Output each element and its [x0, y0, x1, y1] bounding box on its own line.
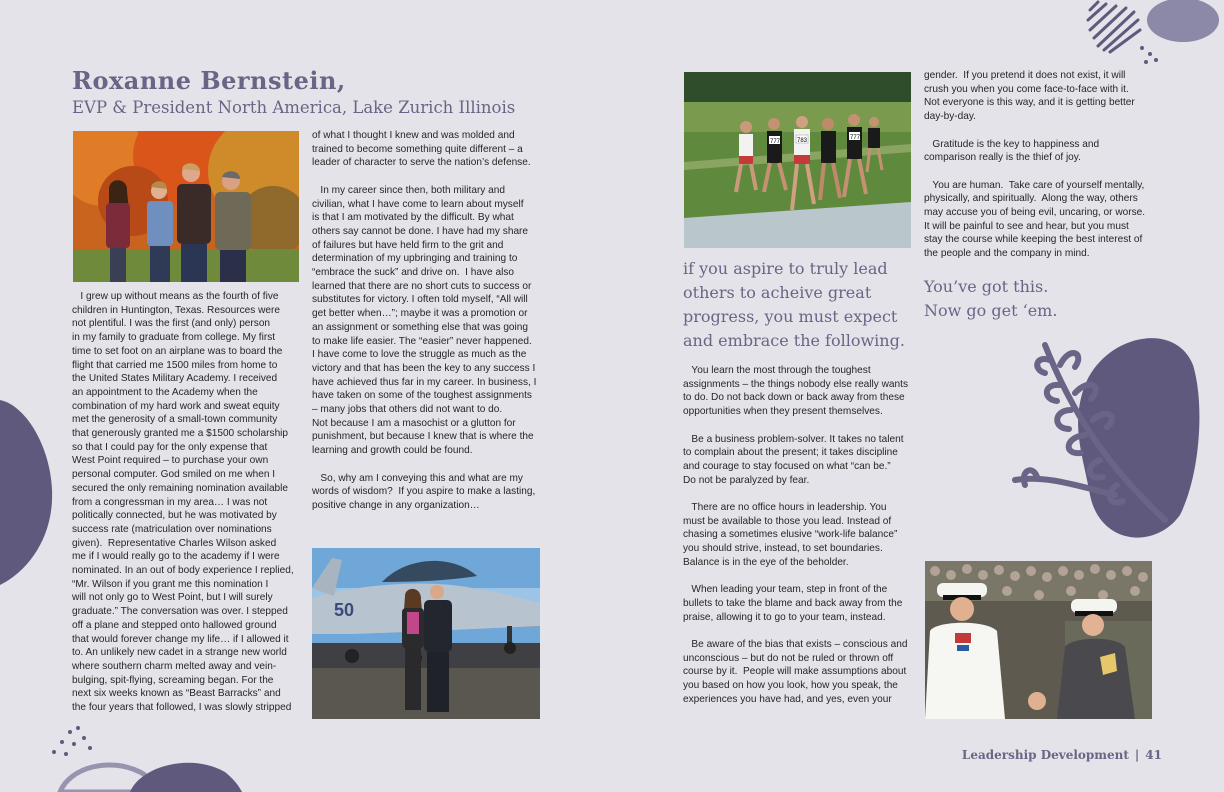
paragraph-office-hours: There are no office hours in leadership. You must be available to those you lead. Instead of chasing a sometimes elusive “work-life balance” you should strive, instead, to set boundaries. Balance is in the eye of the beholder. [683, 502, 898, 568]
closing-line-2: Now go get ‘em. [924, 301, 1058, 320]
page-footer [962, 748, 1162, 762]
paragraph-problem-solver: Be a business problem-solver. It takes no talent to complain about the present; it takes discipline and courage to stay focused on what “can be.” Do not be paralyzed by fear. [683, 433, 904, 486]
author-name: Roxanne Bernstein, [72, 66, 346, 95]
paragraph-gender: gender. If you pretend it does not exist, it will crush you when you come face-to-face with it. Not everyone is this way, and it is getting better day-by-day. [924, 70, 1135, 123]
body-column-4 [924, 69, 1156, 261]
right-blob-fern-decoration [1005, 325, 1205, 545]
paragraph-gratitude: Gratitude is the key to happiness and comparison really is the thief of joy. [924, 138, 1100, 164]
paragraph-leading-team: When leading your team, step in front of the bullets to take the blame and back away from the praise, allowing it to go to your team, instead. [683, 584, 903, 623]
pull-quote [683, 257, 911, 353]
runner-bib-2: 783 [797, 138, 808, 144]
footer-separator: | [1134, 748, 1140, 762]
pull-quote-line: others to acheive great [683, 283, 872, 302]
jet-photo [312, 548, 540, 719]
graduation-photo [925, 561, 1152, 719]
paragraph-wisdom-intro: So, why am I conveying this and what are my words of wisdom? If you aspire to make a lasting, positive change in any organization… [312, 472, 536, 511]
paragraph-human: You are human. Take care of yourself mentally, physically, and spiritually. Along the way, others may accuse you of being evil, uncaring, or worse. It will be painful to see and hear, but you must stay the course while keeping the best interest of the people and the company in mind. [924, 179, 1146, 260]
paragraph-character: of what I thought I knew and was molded and trained to become something quite different – a leader of character to serve the nation’s defense. [312, 130, 531, 169]
runner-bib-3: 777 [850, 135, 861, 141]
page-number: 41 [1145, 748, 1162, 762]
author-title: EVP & President North America, Lake Zurich Illinois [72, 98, 516, 117]
closing-line-1: You’ve got this. [924, 277, 1049, 296]
runners-photo [684, 72, 911, 248]
closing-message [924, 275, 1057, 323]
runner-bib-1: 777 [770, 139, 781, 145]
left-edge-blob-decoration [0, 395, 60, 590]
jet-tail-number: 50 [334, 600, 355, 620]
pull-quote-line: progress, you must expect [683, 307, 898, 326]
bottom-left-dots-decoration [40, 722, 250, 792]
paragraph-intro: I grew up without means as the fourth of five children in Huntington, Texas. Resources were not plentiful. I was the first (and only) person in my family to graduate from college. My first time to set foot on an airplane was to board the flight that carried me 1500 miles from home to the United States Military Academy. I received an appointment to the Academy when the combination of my hard work and sweat equity met the generosity of a small-town community that generously granted me a $1500 scholarship so that I could pay for the only expense that West Point required – to purchase your own personal computer. God smiled on me when I secured the only remaining nomination available from a congressman in my area… I was not politically connected, but he was motivated by success rate (matriculation over nominations given). Representative Charles Wilson asked me if I would really go to the academy if I were nominated. In an out of body experience I replied, “Mr. Wilson if you grant me this nomination I will not only go to West Point, but I will surely graduate.” The conversation was over. I stepped off a plane and stepped onto hallowed ground that would forever change my life… if I allowed it to. An unlikely new cadet in a strange new world where southern charm melted away and vein- bulging, spit-flying, screaming began. For the next six weeks known as “Beast Barracks” and the four years that followed, I was slowly stripped [72, 291, 294, 714]
family-photo [73, 131, 299, 282]
paragraph-toughest-assignments: You learn the most through the toughest assignments – the things nobody else really wants to do. Do not back down or back away from these opportunities when they present themselves. [683, 365, 908, 418]
pull-quote-line: if you aspire to truly lead [683, 259, 888, 278]
body-column-3 [683, 364, 915, 707]
top-right-scribble-decoration [1080, 0, 1224, 70]
body-column-2 [312, 129, 542, 513]
paragraph-bias: Be aware of the bias that exists – conscious and unconscious – but do not be ruled or thrown off course by it. People will make assumptions about you based on how you look, how you speak, the experiences you have had, and yes, even your [683, 639, 908, 705]
section-name: Leadership Development [961, 748, 1129, 762]
pull-quote-line: and embrace the following. [683, 331, 905, 350]
body-column-1 [72, 290, 302, 715]
paragraph-career: In my career since then, both military and civilian, what I have come to learn about myself is that I am motivated by the difficult. By what others say cannot be done. I have had my share of failures but have held firm to the grit and determination of my upbringing and training to “embrace the suck” and drive on. I have also learned that there are no short cuts to success or substitutes for victory. I often told myself, “All will get better when…”; maybe it was a promotion or an assignment or something else that was going to make life easier. The “easier” never happened. I have come to love the struggle as much as the victory and that has been the key to any success I have achieved thus far in my career. In business, I have taken on some of the toughest assignments – many jobs that others did not want to do. Not because I am a masochist or a glutton for punishment, but because I knew that is where the learning and growth could be found. [312, 184, 537, 457]
